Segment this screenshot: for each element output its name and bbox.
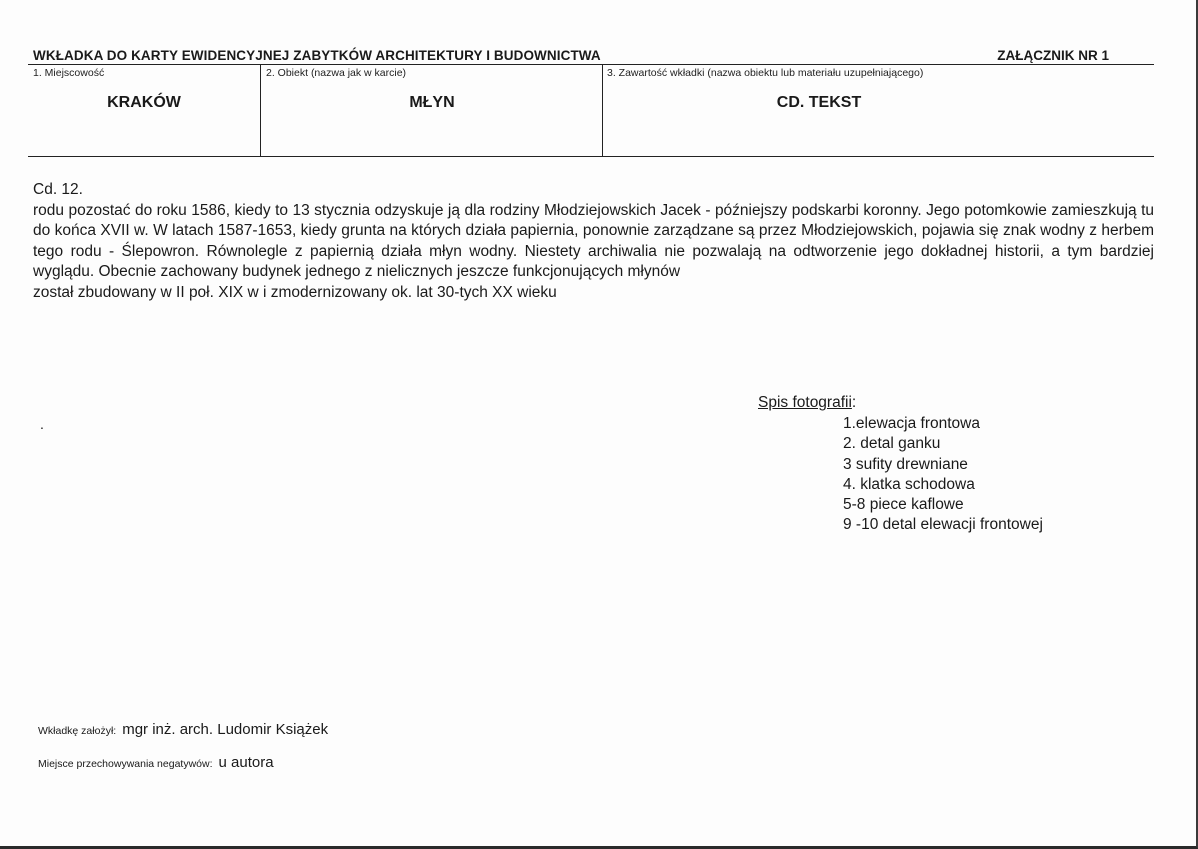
field-value-locality: KRAKÓW [107, 94, 181, 111]
field-value-contents: CD. TEKST [776, 94, 862, 111]
author-label: Wkładkę założył: [38, 725, 117, 737]
field-divider-2 [602, 64, 603, 156]
photo-list-item: 9 -10 detal elewacji frontowej [843, 516, 1043, 534]
photo-list-item: 1.elewacja frontowa [843, 415, 980, 432]
body-paragraph: rodu pozostać do roku 1586, kiedy to 13 stycznia odzyskuje ją dla rodziny Młodziejowskich Jacek - późniejszy podskarbi koronny. Jego potomkowie zamieszkują tu do końca XVII w. W latach 1587-1653, kiedy grunta na których działa papiernia, ponownie zarządzane są przez Młodziejowskich, pojawia się znak wodny z herbem tego rodu - Ślepowron. Równolegle z papiernią działa młyn wodny. Niestety archiwalia nie pozwalają na odtworzenie jego dokładnej historii, a tym bardziej wyglądu. Obecnie zachowany budynek jednego z nielicznych jeszcze funkcjonujących młynów [33, 201, 1154, 280]
annex-label: ZAŁĄCZNIK NR 1 [997, 48, 1109, 63]
fields-bottom-divider [28, 156, 1154, 157]
photo-list [843, 414, 1043, 536]
body-text [33, 180, 1154, 303]
photo-list-item: 4. klatka schodowa [843, 475, 975, 493]
photo-list-title [758, 394, 856, 412]
field-label-locality: 1. Miejscowość [33, 67, 105, 79]
photo-list-item: 5-8 piece kaflowe [843, 496, 964, 514]
field-value-object: MŁYN [409, 94, 455, 111]
field-divider-1 [260, 64, 261, 156]
photo-list-item: 3 sufity drewniane [843, 455, 968, 473]
field-label-object: 2. Obiekt (nazwa jak w karcie) [266, 67, 407, 79]
header-divider [28, 64, 1154, 65]
body-last-line: został zbudowany w II poł. XIX w i zmodernizowany ok. lat 30-tych XX wieku [33, 283, 557, 301]
author-value: mgr inż. arch. Ludomir Książek [122, 721, 329, 738]
field-label-contents: 3. Zawartość wkładki (nazwa obiektu lub materiału uzupełniającego) [607, 67, 924, 79]
photo-list-title-colon: : [851, 394, 857, 411]
body-heading: Cd. 12. [33, 181, 83, 198]
form-title: WKŁADKA DO KARTY EWIDENCYJNEJ ZABYTKÓW ARCHITEKTURY I BUDOWNICTWA [33, 48, 601, 63]
storage-line [38, 754, 274, 771]
storage-label: Miejsce przechowywania negatywów: [38, 758, 213, 770]
photo-list-item: 2. detal ganku [843, 435, 941, 453]
stray-mark: . [40, 416, 44, 432]
photo-list-title-text: Spis fotografii [758, 394, 852, 411]
storage-value: u autora [218, 754, 274, 771]
author-line [38, 721, 328, 738]
